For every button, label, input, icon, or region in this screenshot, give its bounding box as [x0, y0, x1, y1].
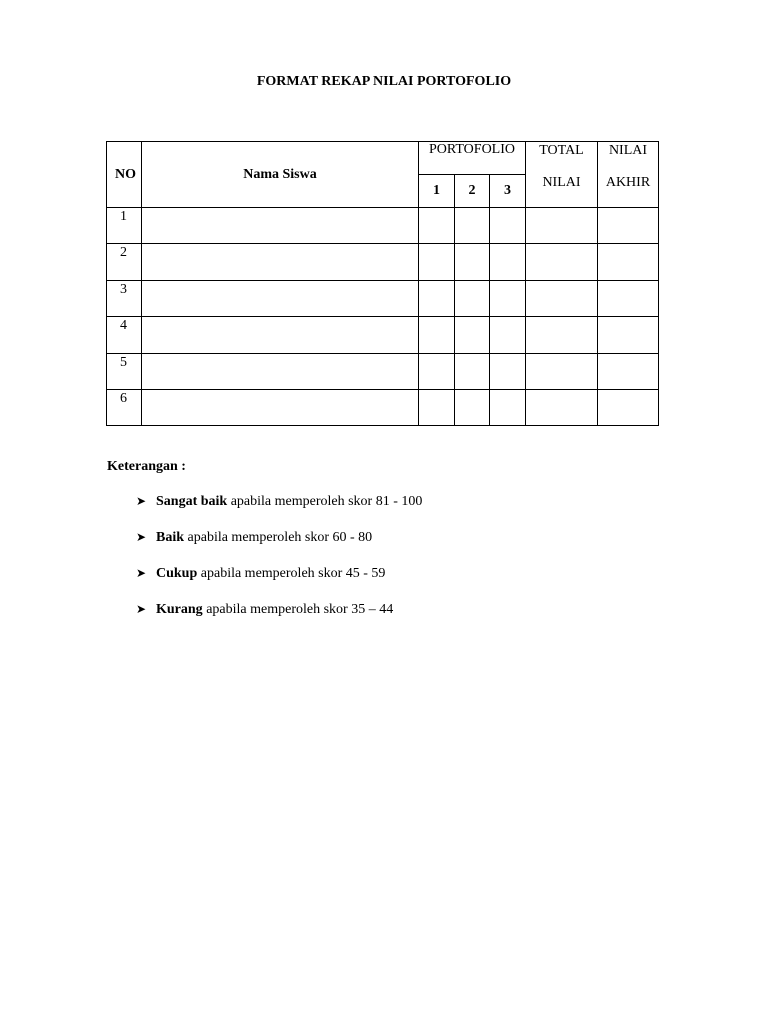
arrowhead-bullet-icon: ➤: [136, 494, 147, 508]
row-number: 1: [107, 208, 142, 244]
row-number: 5: [107, 354, 142, 390]
header-total-nilai: [526, 142, 598, 208]
legend-text: apabila memperoleh skor 45 - 59: [197, 566, 386, 581]
portofolio-3-cell[interactable]: [490, 208, 526, 244]
nama-siswa-cell[interactable]: [142, 281, 419, 317]
row-number: 4: [107, 317, 142, 354]
list-item: [136, 564, 422, 600]
arrowhead-bullet-icon: ➤: [136, 602, 147, 616]
list-item: [136, 492, 422, 528]
legend-term: Kurang: [156, 602, 203, 617]
legend-text: apabila memperoleh skor 35 – 44: [202, 602, 394, 617]
total-nilai-cell[interactable]: [526, 390, 598, 426]
portofolio-3-cell[interactable]: [490, 390, 526, 426]
total-nilai-cell[interactable]: [526, 281, 598, 317]
portofolio-3-cell[interactable]: [490, 354, 526, 390]
portofolio-1-cell[interactable]: [419, 281, 455, 317]
nama-siswa-cell[interactable]: [142, 390, 419, 426]
portofolio-2-cell[interactable]: [455, 390, 490, 426]
header-portofolio-2: 2: [455, 175, 490, 208]
nama-siswa-cell[interactable]: [142, 317, 419, 354]
portofolio-1-cell[interactable]: [419, 354, 455, 390]
table-row: [107, 208, 659, 244]
header-total-line1: TOTAL: [539, 143, 584, 158]
portofolio-1-cell[interactable]: [419, 317, 455, 354]
legend-term: Cukup: [156, 566, 198, 581]
arrowhead-bullet-icon: ➤: [136, 530, 147, 544]
portofolio-2-cell[interactable]: [455, 208, 490, 244]
row-number: 6: [107, 390, 142, 426]
nama-siswa-cell[interactable]: [142, 354, 419, 390]
arrowhead-bullet-icon: ➤: [136, 566, 147, 580]
total-nilai-cell[interactable]: [526, 244, 598, 281]
table-row: [107, 281, 659, 317]
legend-term: Sangat baik: [156, 494, 228, 509]
nilai-akhir-cell[interactable]: [598, 244, 659, 281]
nama-siswa-cell[interactable]: [142, 244, 419, 281]
rekap-table: [106, 141, 659, 426]
nama-siswa-cell[interactable]: [142, 208, 419, 244]
legend-term: Baik: [156, 530, 185, 545]
portofolio-2-cell[interactable]: [455, 281, 490, 317]
total-nilai-cell[interactable]: [526, 208, 598, 244]
table-row: [107, 317, 659, 354]
portofolio-1-cell[interactable]: [419, 208, 455, 244]
table-row: [107, 244, 659, 281]
portofolio-2-cell[interactable]: [455, 317, 490, 354]
portofolio-2-cell[interactable]: [455, 244, 490, 281]
total-nilai-cell[interactable]: [526, 354, 598, 390]
table-row: [107, 390, 659, 426]
row-number: 2: [107, 244, 142, 281]
portofolio-1-cell[interactable]: [419, 244, 455, 281]
header-akhir-line2: AKHIR: [605, 175, 651, 190]
legend-text: apabila memperoleh skor 81 - 100: [227, 494, 423, 509]
list-item: [136, 528, 422, 564]
nilai-akhir-cell[interactable]: [598, 317, 659, 354]
portofolio-1-cell[interactable]: [419, 390, 455, 426]
header-portofolio-label: PORTOFOLIO: [428, 142, 516, 157]
portofolio-3-cell[interactable]: [490, 244, 526, 281]
portofolio-2-cell[interactable]: [455, 354, 490, 390]
header-no: NO: [107, 142, 142, 208]
legend-list: [136, 492, 422, 636]
nilai-akhir-cell[interactable]: [598, 281, 659, 317]
total-nilai-cell[interactable]: [526, 317, 598, 354]
page-title: FORMAT REKAP NILAI PORTOFOLIO: [256, 74, 512, 89]
table-row: [107, 354, 659, 390]
portofolio-3-cell[interactable]: [490, 317, 526, 354]
header-akhir-line1: NILAI: [608, 143, 648, 158]
list-item: [136, 600, 422, 636]
header-portofolio-3: 3: [490, 175, 526, 208]
portofolio-3-cell[interactable]: [490, 281, 526, 317]
nilai-akhir-cell[interactable]: [598, 208, 659, 244]
header-nama-siswa: Nama Siswa: [142, 142, 419, 208]
header-nilai-akhir: [598, 142, 659, 208]
header-portofolio-1: 1: [419, 175, 455, 208]
row-number: 3: [107, 281, 142, 317]
keterangan-label: Keterangan :: [107, 459, 186, 474]
legend-text: apabila memperoleh skor 60 - 80: [184, 530, 373, 545]
nilai-akhir-cell[interactable]: [598, 390, 659, 426]
header-total-line2: NILAI: [542, 175, 581, 190]
nilai-akhir-cell[interactable]: [598, 354, 659, 390]
header-portofolio: [419, 142, 526, 175]
